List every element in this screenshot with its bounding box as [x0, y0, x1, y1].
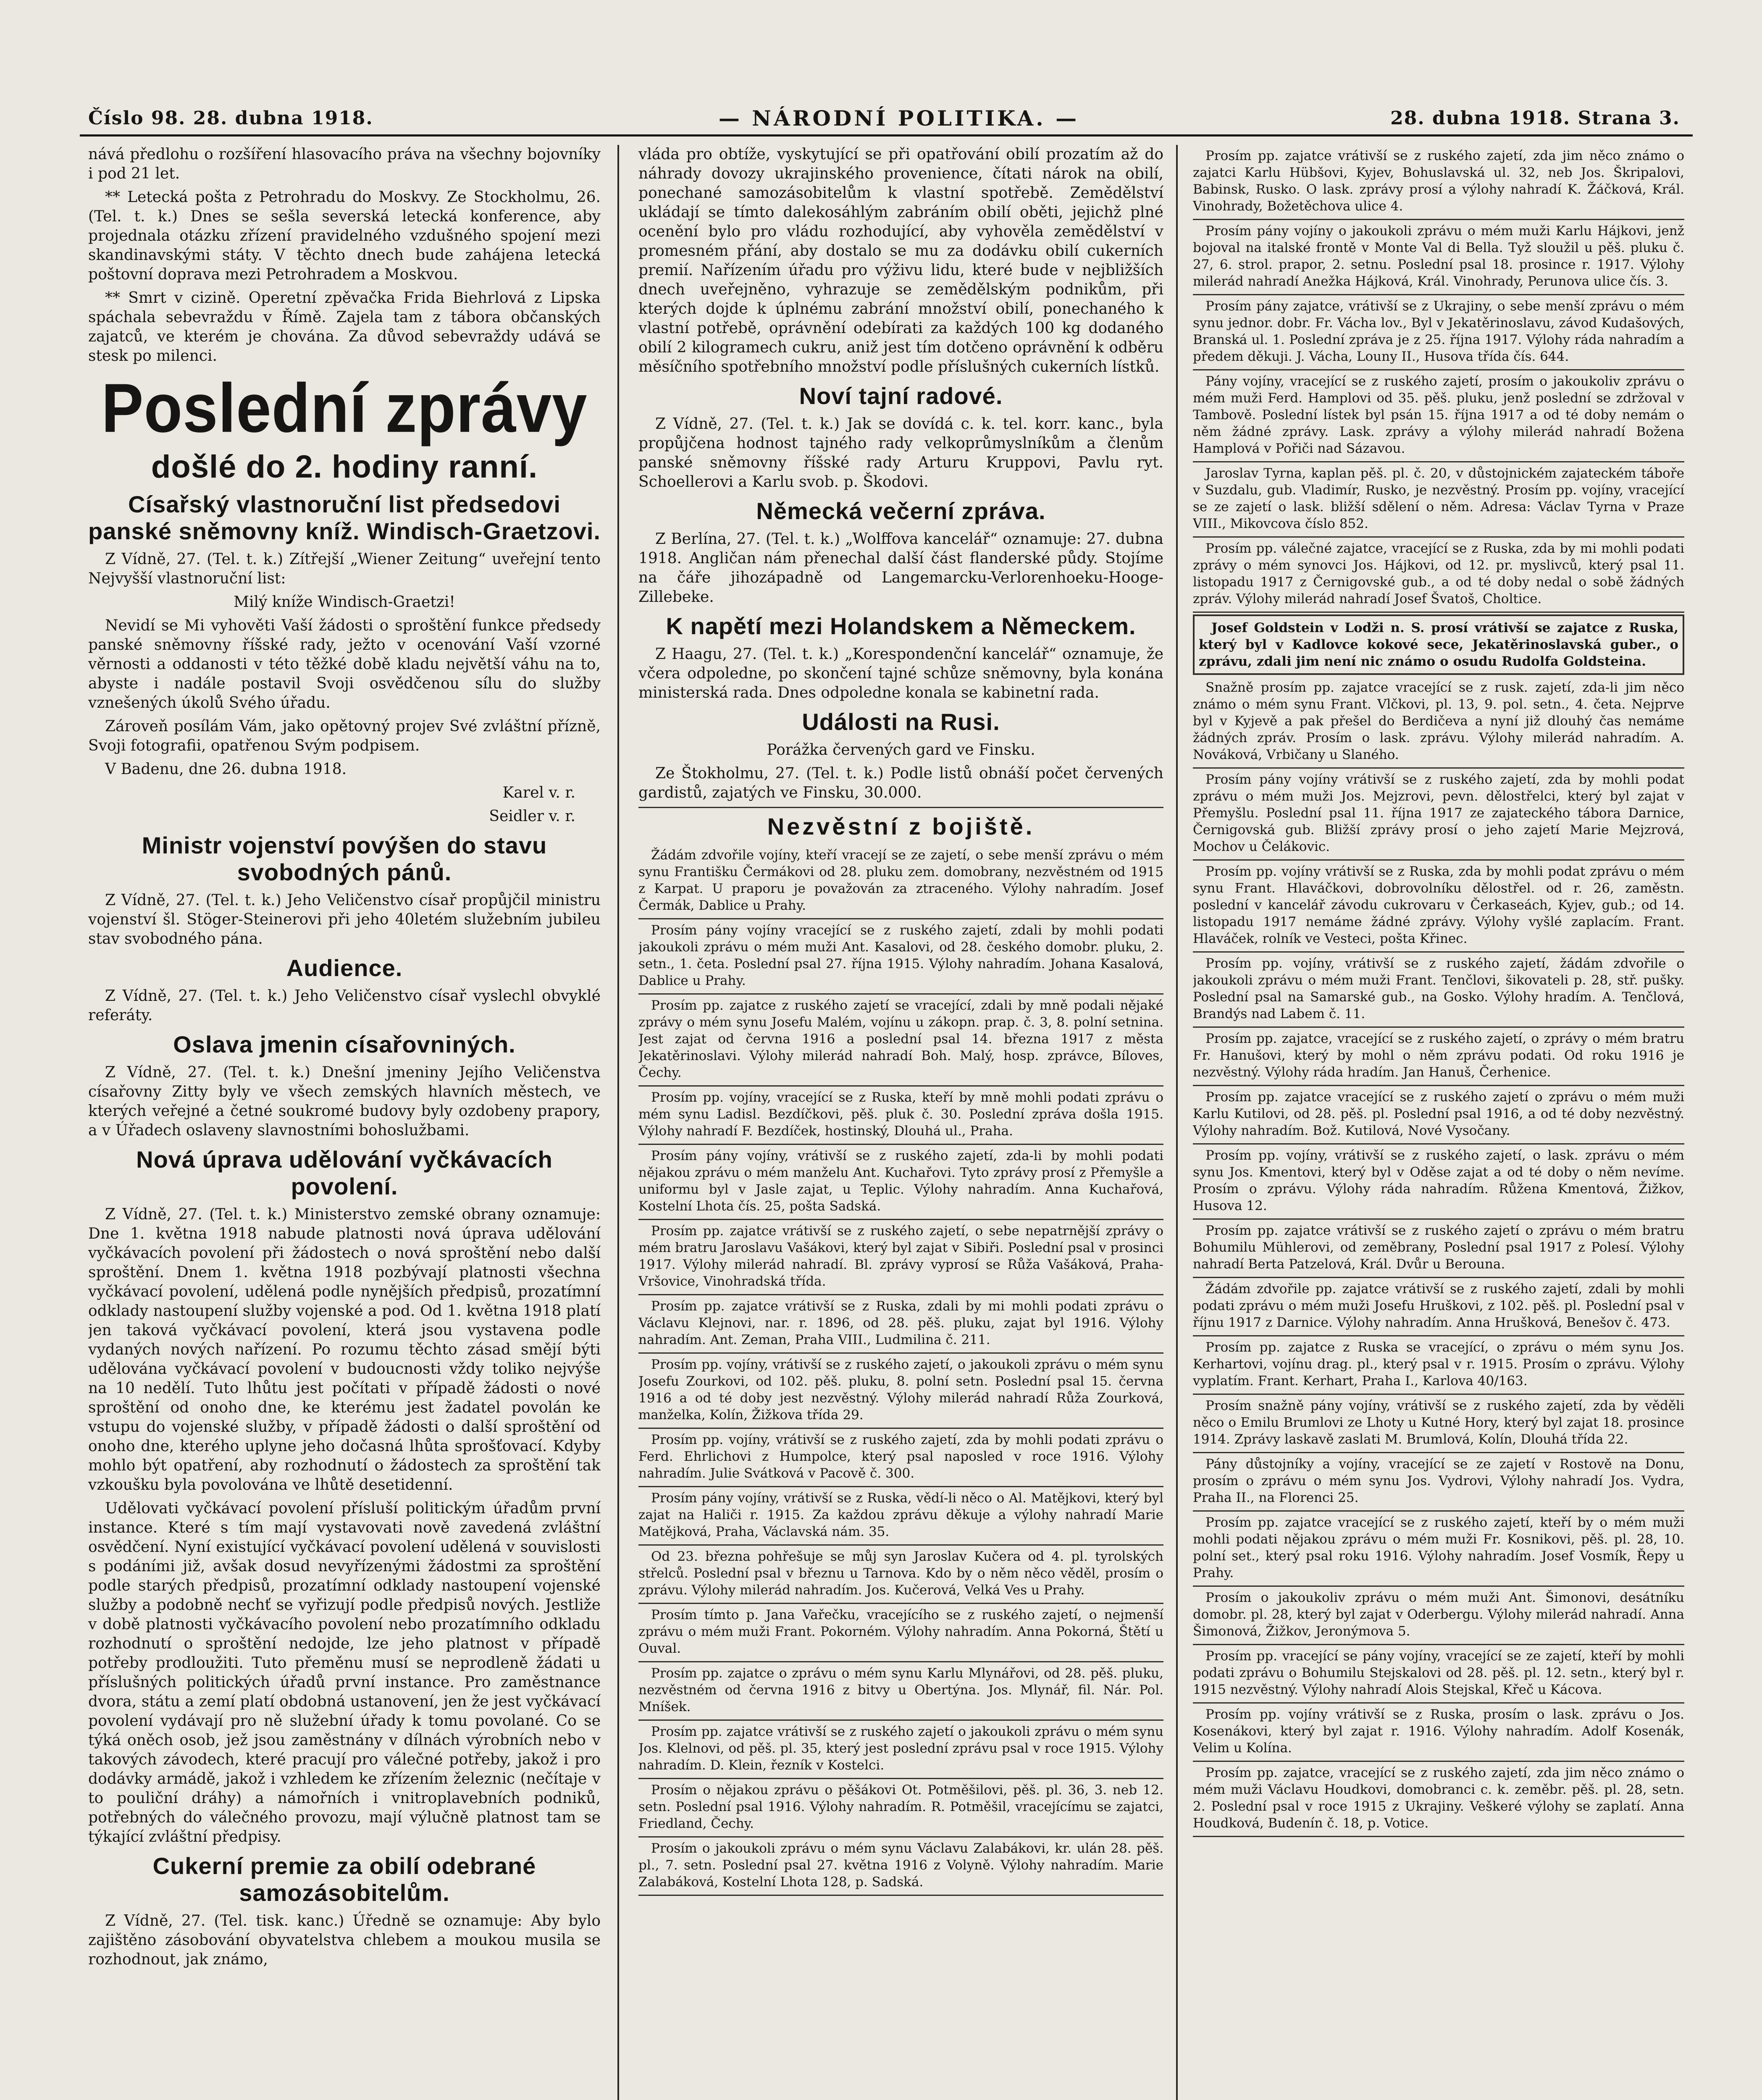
missing-notice: Prosím o nějakou zprávu o pěšákovi Ot. Potměšilovi, pěš. pl. 36, 3. neb 12. setn. Poslední psal 1916. Výlohy nahradím. R. Potměšil, vracejícímu se zajatci, Friedland, Čechy.: [638, 1779, 1163, 1838]
section-title-nezvestni: Nezvěstní z bojiště.: [767, 813, 1035, 840]
signature: Karel v. r.: [502, 784, 575, 801]
missing-notice: Pány vojíny, vracející se z ruského zajetí, prosím o jakoukoliv zprávu o mém muži Ferd. Hamplovi od 35. pěš. pluku, jenž poslední se zdržoval v Tambově. Poslední lístek byl psán 15. října 1917 a od té doby nemám o něm žádné zprávy. Lask. zprávy a výlohy milerád nahradí Božena Hamplová v Pořiči nad Sázavou.: [1193, 370, 1684, 462]
missing-notice: Prosím pp. zajatce vrátivší se z ruského zajetí o jakoukoli zprávu o mém synu Jos. Klelnovi, od pěš. pl. 35, který jest poslední zprávu psal v roce 1915. Výlohy nahradím. D. Klein, řezník v Kostelci.: [638, 1721, 1163, 1779]
missing-notice: Prosím pány vojíny o jakoukoli zprávu o mém muži Karlu Hájkovi, jenž bojoval na italské frontě v Monte Val di Bella. Tyž sloužil u pěš. pluku č. 27, 6. strol. prapor, 2. setnu. Poslední psal 18. prosince r. 1917. Výlohy milerád nahradí Anežka Hájková, Král. Vinohrady, Perunova ulice čís. 3.: [1193, 220, 1684, 295]
missing-notice-boxed: Josef Goldstein v Lodži n. S. prosí vrátivší se zajatce z Ruska, který byl v Kadlovce kokové sece, Jekatěrinoslavská guber., o zprávu, zdali jim není nic známo o osudu Rudolfa Goldsteina.: [1193, 614, 1684, 675]
article-text: Milý kníže Windisch-Graetzi!: [234, 593, 455, 611]
missing-notice: Prosím pp. vojíny, vrátivší se z ruského zajetí, zda by mohli podati zprávu o Ferd. Ehrlichovi z Humpolce, který psal naposled v roce 1916. Výlohy nahradím. Julie Svátková v Pacově č. 300.: [638, 1429, 1163, 1487]
issue-number: Číslo 98. 28. dubna 1918.: [88, 108, 373, 129]
section-subtitle: došlé do 2. hodiny ranní.: [151, 449, 538, 485]
article-text: Nevidí se Mi vyhověti Vaší žádosti o sproštění funkce předsedy panské sněmovny říšské rady, ježto v ocenování Vaší vzorné věrnosti a oddanosti v této těžké době kladu největší váhu na to, abyste i nadále postavil Svoji osvědčenou sílu do služby vznešených úkolů Svého úřadu.: [88, 617, 601, 711]
missing-notice: Prosím pány zajatce, vrátivší se z Ukrajiny, o sebe menší zprávu o mém synu jednor. dobr. Fr. Vácha lov., Byl v Jekatěrinoslavu, závod Kudašových, Branská ul. 1. Poslední zpráva je z 25. října 1917. Výlohy ráda nahradím a předem děkuji. J. Vácha, Louny II., Husova třída čís. 644.: [1193, 295, 1684, 370]
article-letecka-posta: ** Letecká pošta z Petrohradu do Moskvy. Ze Stockholmu, 26. (Tel. t. k.) Dnes se sešla severská letecká konference, aby projednala otázku zřízení pravidelného vzdušného spojení mezi skandinavskými státy. V těchto dnech bude zahájena letecká poštovní doprava mezi Petrohradem a Moskvou.: [88, 189, 601, 283]
missing-notice: Žádám zdvořile pp. zajatce vrátivší se z ruského zajetí, zdali by mohli podati zprávu o mém muži Josefu Hruškovi, z 102. pěš. pl. Poslední psal v říjnu 1917 z Darnice. Výlohy nahradím. Anna Hrušková, Benešov č. 473.: [1193, 1278, 1684, 1336]
missing-notice: Prosím pp. vojíny, vrátivší se z ruského zajetí, o lask. zprávu o mém synu Jos. Kmentovi, který byl v Oděse zajat a od té doby o něm nevíme. Prosím o zprávu. Výlohy ráda nahradím. Růžena Kmentová, Žižkov, Husova 12.: [1193, 1144, 1684, 1220]
missing-notice: Snažně prosím pp. zajatce vracející se z rusk. zajetí, zda-li jim něco známo o mém synu Frant. Vlčkovi, pl. 13, 9. pol. setn., 4. četa. Nejprve byl v Kyjevě a pak přešel do Berdičeva a nyní již dlouhý čas nemáme žádných zpráv. Prosím o lask. zprávu. Výlohy milerád nahradím. A. Nováková, Vrbičany u Slaného.: [1193, 677, 1684, 769]
subheadline: Porážka červených gard ve Finsku.: [767, 741, 1035, 759]
article-text: vláda pro obtíže, vyskytující se při opatřování obilí prozatím až do náhrady dovozy ukrajinského provenience, čítati nárok na obilí, ponechané samozásobitelům k vlastní spotřebě. Zemědělství ukládají se tímto dalekosáhlým zabráním obilí oběti, jejichž plné ocenění bylo pro vládu rozhodující, aby vyhověla zemědělství v promesném přání, aby dostalo se mu za dodávku obilí cukerních premií. Nařízením úřadu pro výživu lidu, které bude v nejbližších dnech uveřejněno, vyhrazuje se zemědělským podnikům, při kterých dojde k úplnému zabrání množství obilí, ponechaného k vlastní potřebě, oprávnění odebírati za každých 100 kg dodaného obilí 2 kilogramech cukru, aniž jest tím dotčeno oprávnění k odběru měsíčního spotřebního množství podle příslušných cukerních lístků.: [638, 146, 1163, 375]
article-text: Z Vídně, 27. (Tel. t. k.) Dnešní jmeniny Jejího Veličenstva císařovny Zitty byly ve všech zemských hlavních městech, ve kterých veřejné a četné soukromé budovy byly ozdobeny prapory, a v Úřadech oslaveny slavnostními bohoslužbami.: [88, 1064, 601, 1139]
headline-nova-uprava: Nová úprava udělování vyčkávacích povolení.: [136, 1146, 553, 1200]
page-number: 28. dubna 1918. Strana 3.: [1390, 108, 1680, 129]
missing-notice: Prosím tímto p. Jana Vařečku, vracejícího se z ruského zajetí, o nejmenší zprávu o mém muži Frant. Pokorném. Výlohy nahradím. Anna Pokorná, Štětí u Ouval.: [638, 1604, 1163, 1662]
article-text: nává předlohu o rozšíření hlasovacího práva na všechny bojovníky i pod 21 let.: [88, 146, 601, 182]
missing-notice: Prosím pp. zajatce o zprávu o mém synu Karlu Mlynářovi, od 28. pěš. pluku, nezvěstném od června 1916 z bitvy u Obertýna. Jos. Mlynář, fil. Nár. Pol. Mníšek.: [638, 1662, 1163, 1721]
notice-list: [638, 844, 1163, 1896]
headline-cisarsky-list: Císařský vlastnoruční list předsedovi panské sněmovny kníž. Windisch-Graetzovi.: [88, 491, 601, 544]
missing-notice: Prosím pp. zajatce vracející se z ruského zajetí o zprávu o mém muži Karlu Kutilovi, od 28. pěš. pl. Poslední psal 1916, a od té doby nezvěstný. Výlohy nahradím. Bož. Kutilová, Nové Vysočany.: [1193, 1086, 1684, 1144]
missing-notice: Prosím pp. zajatce, vracející se z ruského zajetí, o zprávy o mém bratru Fr. Hanušovi, který by mohl o něm zprávu podati. Od roku 1916 je nezvěstný. Výlohy ráda hradím. Jan Hanuš, Čerhenice.: [1193, 1028, 1684, 1086]
article-smrt-v-cizine: ** Smrt v cizině. Operetní zpěvačka Frida Biehrlová z Lipska spáchala sebevraždu v Římě. Zajela tam z tábora občanských zajatců, ve kterém je chována. Za důvod sebevraždy udává se stesk po milenci.: [88, 289, 601, 365]
missing-notice: Žádám zdvořile vojíny, kteří vracejí se ze zajetí, o sebe menší zprávu o mém synu Františku Čermákovi od 28. pluku zem. domobrany, nezvěstném od 1915 z Karpat. U praporu je považován za ztraceného. Výlohy nahradím. Josef Čermák, Dablice u Prahy.: [638, 844, 1163, 919]
column-rule: [1176, 145, 1178, 2100]
divider: [638, 807, 1163, 808]
article-text: Z Vídně, 27. (Tel. t. k.) Jeho Veličenstvo císař vyslechl obvyklé referáty.: [88, 987, 601, 1024]
notice-list: [1193, 145, 1684, 1837]
missing-notice: Prosím pp. válečné zajatce, vracející se z Ruska, zda by mi mohli podati zprávy o mém synovci Jos. Hájkovi, od 12. pr. myslivců, který psal 11. listopadu 1917 z Černigovské gub., a od té doby nedal o sobě žádných zpráv. Výlohy milerád nahradí Josef Švatoš, Choltice.: [1193, 538, 1684, 613]
article-text: Z Vídně, 27. (Tel. t. k.) Zítřejší „Wiener Zeitung“ uveřejní tento Nejvyšší vlastnoruční list:: [88, 551, 601, 587]
headline-ministr: Ministr vojenství povýšen do stavu svobodných pánů.: [142, 832, 547, 885]
missing-notice: Prosím pp. vojíny vrátivší se z Ruska, zda by mohli podat zprávu o mém synu Frant. Hlaváčkovi, dobrovolníku dělostřel. od r. 26, zaměstn. poslední v kancelář závodu cukrovaru v Čerkaseách, Kyjev, gub.; od 14. listopadu 1917 nemáme žádné zprávy. Výlohy vyšlé zaplacím. Frant. Hlaváček, rolník ve Vesteci, pošta Křinec.: [1193, 861, 1684, 953]
missing-notice: Prosím pp. zajatce vrátivší se z ruského zajetí o zprávu o mém bratru Bohumilu Mühlerovi, od zeměbrany, Poslední psal 1917 z Polesí. Výlohy nahradí Berta Patzelová, Král. Dvůr u Berouna.: [1193, 1220, 1684, 1278]
missing-notice: Prosím pány vojíny vrátivší se z ruského zajetí, zda by mohli podat zprávu o mém muži Jos. Mejzrovi, pevn. dělostřelci, který byl zajat v Přemyšlu. Poslední psal 11. října 1917 ze zajateckého tábora Darnice, Černigovská gub. Bližší zprávy prosí o jeho zajetí Marie Mejzrová, Mochov u Čelákovic.: [1193, 769, 1684, 861]
missing-notice: Prosím pp. zajatce vrátivší se z ruského zajetí, zda jim něco známo o zajatci Karlu Hübšovi, Kyjev, Bohuslavská ul. 32, neb Jos. Škripalovi, Babinsk, Rusko. O lask. zprávy prosí a výlohy nahradí K. Žáčková, Král. Vinohrady, Božetěchova ulice 4.: [1193, 145, 1684, 220]
missing-notice: Prosím pp. zajatce z Ruska se vracející, o zprávu o mém synu Jos. Kerhartovi, vojínu drag. pl., který psal v r. 1915. Prosím o zprávu. Výlohy vyplatím. Frant. Kerhart, Praha I., Karlova 40/163.: [1193, 1336, 1684, 1395]
masthead: — NÁRODNÍ POLITIKA. —: [718, 106, 1079, 131]
article-text: Udělovati vyčkávací povolení přísluší politickým úřadům první instance. Které s tím mají vystavovati nově zavedená zvláštní osvědčení. Nyní existující vyčkávací povolení udělená v souvislosti s podáními již, avšak dosud nevyřízenými žádostmi za sproštění podle starých předpisů, prozatímní odklady nastoupení vojenské služby a podobně nechť se vyřizují podle předpisů nových. Jestliže v době platnosti vyčkávacího povolení nebo prozatímního odkladu rozhodnutí o sproštění nedojde, lze jeho platnost v případě potřeby prodloužiti. Tuto přeměnu musí se neprodleně žádati u příslušných politických úřadů první instance. Pro zaměstnance dvora, státu a zemí platí obdobná ustanovení, jen že jest vyčkávací povolení vydávají pro ně služební úřady k tomu povolané. Co se týká oněch osob, jež jsou zaměstnány v dílnách výrobních nebo v takových závodech, které pracují pro válečné potřeby, jakož i pro dodávky armádě, jakož i vzhledem ke zřízením železnic (nečítaje v to pouliční dráhy) a námořních i vnitroplavebních podniků, potřebných do válečného provozu, mají výlučně platnost tam se týkající zvláštní předpisy.: [88, 1500, 601, 1845]
missing-notice: Prosím pp. zajatce vrátivší se z ruského zajetí, o sebe nepatrnější zprávy o mém bratru Jaroslavu Vašákovi, který byl zajat v Sibiři. Poslední psal v prosinci 1917. Výlohy milerád nahradí. Bl. zprávy vyprosí se Růža Vašáková, Praha-Vršovice, Vinohradská třída.: [638, 1220, 1163, 1295]
missing-notice: Prosím pp. zajatce vrátivší se z Ruska, zdali by mi mohli podati zprávu o Václavu Klejnovi, nar. r. 1896, od 28. pěš. pluku, zajat byl 1916. Výlohy nahradím. Ant. Zeman, Praha VIII., Ludmilina č. 211.: [638, 1295, 1163, 1354]
signature: Seidler v. r.: [489, 808, 575, 825]
missing-notice: Prosím pp. vojíny vrátivší se z Ruska, prosím o lask. zprávu o Jos. Kosenákovi, který byl zajat r. 1916. Výlohy nahradím. Adolf Kosenák, Velim u Kolína.: [1193, 1704, 1684, 1762]
missing-notice: Prosím o jakoukoli zprávu o mém synu Václavu Zalabákovi, kr. ulán 28. pěš. pl., 7. setn. Poslední psal 27. května 1916 z Volyně. Výlohy nahradím. Marie Zalabáková, Kostelní Lhota 128, p. Sadská.: [638, 1838, 1163, 1896]
headline-oslava: Oslava jmenin císařovniných.: [173, 1031, 516, 1058]
article-text: V Badenu, dne 26. dubna 1918.: [105, 761, 347, 778]
newspaper-page: [80, 105, 1693, 2100]
column-3: [1193, 145, 1684, 2100]
article-text: Z Vídně, 27. (Tel. tisk. kanc.) Úředně se oznamuje: Aby bylo zajištěno zásobování obyvatelstva chlebem a moukou musila se rozhodnout, jak známo,: [88, 1912, 601, 1968]
section-title-posledni-zpravy: Poslední zprávy: [101, 369, 588, 447]
headline-napeti: K napětí mezi Holandskem a Německem.: [666, 613, 1136, 639]
headline-nemecka-zprava: Německá večerní zpráva.: [756, 498, 1046, 524]
missing-notice: Prosím pp. vojíny, vrátivší se z ruského zajetí, žádám zdvořile o jakoukoli zprávu o mém muži Frant. Tenčlovi, šikovateli p. 28, stř. pušky. Poslední psal na Samarské gub., na Gosko. Výlohy hradím. A. Tenčlová, Brandýs nad Labem č. 11.: [1193, 953, 1684, 1028]
column-rule: [617, 145, 619, 2100]
article-text: Z Vídně, 27. (Tel. t. k.) Jak se dovídá c. k. tel. korr. kanc., byla propůjčena hodnost tajného rady velkoprůmyslníkům a členům panské sněmovny říšské rady Arturu Kruppovi, Pavlu ryt. Schoellerovi a Karlu svob. p. Škodovi.: [638, 415, 1163, 491]
missing-notice: Prosím pp. vojíny, vracející se z Ruska, kteří by mně mohli podati zprávu o mém synu Ladisl. Bezdíčkovi, pěš. pluk č. 30. Poslední zpráva došla 1915. Výlohy nahradí F. Bezdíček, hostinský, Dlouhá ul., Praha.: [638, 1087, 1163, 1145]
missing-notice: Prosím snažně pány vojíny, vrátivší se z ruského zajetí, zda by věděli něco o Emilu Brumlovi ze Lhoty u Kutné Hory, který byl zajat 18. prosince 1914. Zprávy laskavě zaslati M. Brumlová, Kolín, Dlouhá třída 22.: [1193, 1395, 1684, 1453]
column-2: [638, 145, 1163, 2100]
article-text: Z Vídně, 27. (Tel. t. k.) Ministerstvo zemské obrany oznamuje: Dne 1. května 1918 nabude platnosti nová úprava udělování vyčkávacích povolení při žádostech o nová sproštění nebo další sproštění. Dnem 1. května 1918 pozbývají platnosti všechna vyčkávací povolení, udělená podle nynějších předpisů, prozatímní odklady nastoupení služby vojenské a pod. Od 1. května 1918 platí jen taková vyčkávací povolení, která jsou vystavena podle vydaných nových nařízení. Po rozumu těchto zásad smějí býti udělována vyčkávací povolení v budoucnosti vždy toliko nejvýše na 10 nedělí. Tuto lhůtu jest počítati v případě žádosti o nové sproštění od onoho dne, ke kterému jest žadatel povolán ke vstupu do vojenské služby, v případě žádosti o další sproštění od onoho dne, kterého uplyne jeho dočasná lhůta sprošťovací. Kdyby mohlo být opatření, aby rozhodnutí o žádostech za sproštění tak vzkoušku byla povolována ve lhůtě desetidenní.: [88, 1206, 601, 1494]
missing-notice: Pány důstojníky a vojíny, vracející se ze zajetí v Rostově na Donu, prosím o zprávu o mém synu Jos. Vydrovi, Výlohy nahradí Jos. Vydra, Praha II., na Florenci 25.: [1193, 1453, 1684, 1512]
missing-notice: Jaroslav Tyrna, kaplan pěš. pl. č. 20, v důstojnickém zajateckém táboře v Suzdalu, gub. Vladimír, Rusko, je nezvěstný. Prosím pp. vojíny, vracející se ze zajetí o lask. bližší sdělení o něm. Adresa: Václav Tyrna v Praze VIII., Mikovcova číslo 852.: [1193, 462, 1684, 538]
column-1: [88, 145, 601, 2100]
missing-notice: Prosím pp. vracející se pány vojíny, vracející se ze zajetí, kteří by mohli podati zprávu o Bohumilu Stejskalovi od 28. pěš. pl. 12. setn., který byl r. 1915 nezvěstný. Výlohy nahradí Alois Stejskal, Křeč u Kácova.: [1193, 1645, 1684, 1704]
article-text: Z Vídně, 27. (Tel. t. k.) Jeho Veličenstvo císař propůjčil ministru vojenství šl. Stöger-Steinerovi při jeho 40letém služebním jubileu stav svobodného pána.: [88, 892, 601, 948]
article-text: Z Haagu, 27. (Tel. t. k.) „Korespondenční kancelář“ oznamuje, že včera odpoledne, po skončení tajné schůze sněmovny, byla konána ministerská rada. Dnes odpoledne konala se kabinetní rada.: [638, 646, 1163, 701]
headline-tajni-radove: Noví tajní radové.: [799, 383, 1003, 409]
article-text: Z Berlína, 27. (Tel. t. k.) „Wolffova kancelář“ oznamuje: 27. dubna 1918. Angličan nám přenechal další část flanderské půdy. Stojíme na čáře jihozápadně od Langemarcku-Verlorenhoeku-Hooge-Zillebeke.: [638, 530, 1163, 606]
missing-notice: Prosím pány vojíny, vrátivší se z Ruska, vědí-li něco o Al. Matějkovi, který byl zajat na Haliči r. 1915. Za každou zprávu děkuje a výlohy nahradí Marie Matějková, Praha, Václavská nám. 35.: [638, 1487, 1163, 1546]
missing-notice: Prosím pp. zajatce, vracející se z ruského zajetí, zda jim něco známo o mém muži Václavu Houdkovi, domobranci c. k. zeměbr. pěš. pl. 28, setn. 2. Poslední psal v roce 1915 z Ukrajiny. Veškeré výlohy se zaplatí. Anna Houdková, Budenín č. 18, p. Votice.: [1193, 1762, 1684, 1837]
missing-notice: Prosím pp. vojíny, vrátivší se z ruského zajetí, o jakoukoli zprávu o mém synu Josefu Zourkovi, od 102. pěš. pluku, 8. polní setn. Poslední psal 15. června 1916 a od té doby jest nezvěstný. Výlohy milerád nahradí Růža Zourková, manželka, Kolín, Žižkova třída 29.: [638, 1354, 1163, 1429]
missing-notice: Prosím pp. zajatce vracející se z ruského zajetí, kteří by o mém muži mohli podati nějakou zprávu o mém muži Fr. Kosnikovi, pěš. pl. 28, 10. polní set., který psal roku 1916. Výlohy nahradím. Josef Vosmík, Řepy u Prahy.: [1193, 1512, 1684, 1587]
article-text: Ze Štokholmu, 27. (Tel. t. k.) Podle listů obnáší počet červených gardistů, zajatých ve Finsku, 30.000.: [638, 765, 1163, 801]
missing-notice: Prosím pány vojíny, vrátivší se z ruského zajetí, zda-li by mohli podati nějakou zprávu o mém manželu Ant. Kuchařovi. Tyto zprávy prosí z Přemyšle a uniformu byl v Jasle zajat, u Teplic. Výlohy nahradím. Anna Kuchařová, Kostelní Lhota čís. 25, pošta Sadská.: [638, 1145, 1163, 1220]
article-text: Zároveň posílám Vám, jako opětovný projev Své zvláštní přízně, Svoji fotografii, opatřenou Svým podpisem.: [88, 718, 601, 754]
missing-notice: Prosím o jakoukoliv zprávu o mém muži Ant. Šimonovi, desátníku domobr. pl. 28, který byl zajat v Oderbergu. Výlohy milerád nahradí. Anna Šimonová, Žižkov, Jeronýmova 5.: [1193, 1587, 1684, 1645]
missing-notice: Prosím pány vojíny vracející se z ruského zajetí, zdali by mohli podati jakoukoli zprávu o mém muži Ant. Kasalovi, od 28. českého domobr. pluku, 2. setn., 1. četa. Poslední psal 27. října 1915. Výlohy nahradím. Johana Kasalová, Dablice u Prahy.: [638, 919, 1163, 995]
headline-cukerni-premie: Cukerní premie za obilí odebrané samozásobitelům.: [152, 1853, 536, 1906]
running-header: [80, 105, 1693, 136]
missing-notice: Prosím pp. zajatce z ruského zajetí se vracející, zdali by mně podali nějaké zprávy o mém synu Josefu Malém, vojínu u zákopn. prap. č. 3, 8. polní setnina. Jest zajat od června 1916 a poslední psal 14. března 1917 z města Jekatěrinoslavi. Výlohy milerád nahradí Boh. Malý, hosp. zprávce, Bíloves, Čechy.: [638, 995, 1163, 1087]
missing-notice: Od 23. března pohřešuje se můj syn Jaroslav Kučera od 4. pl. tyrolských střelců. Poslední psal v březnu u Tarnova. Kdo by o něm něco věděl, prosím o zprávu. Výlohy milerád nahradím. Jos. Kučerová, Velká Ves u Prahy.: [638, 1546, 1163, 1604]
headline-udalosti-na-rusi: Události na Rusi.: [802, 709, 1000, 735]
headline-audience: Audience.: [286, 955, 403, 981]
